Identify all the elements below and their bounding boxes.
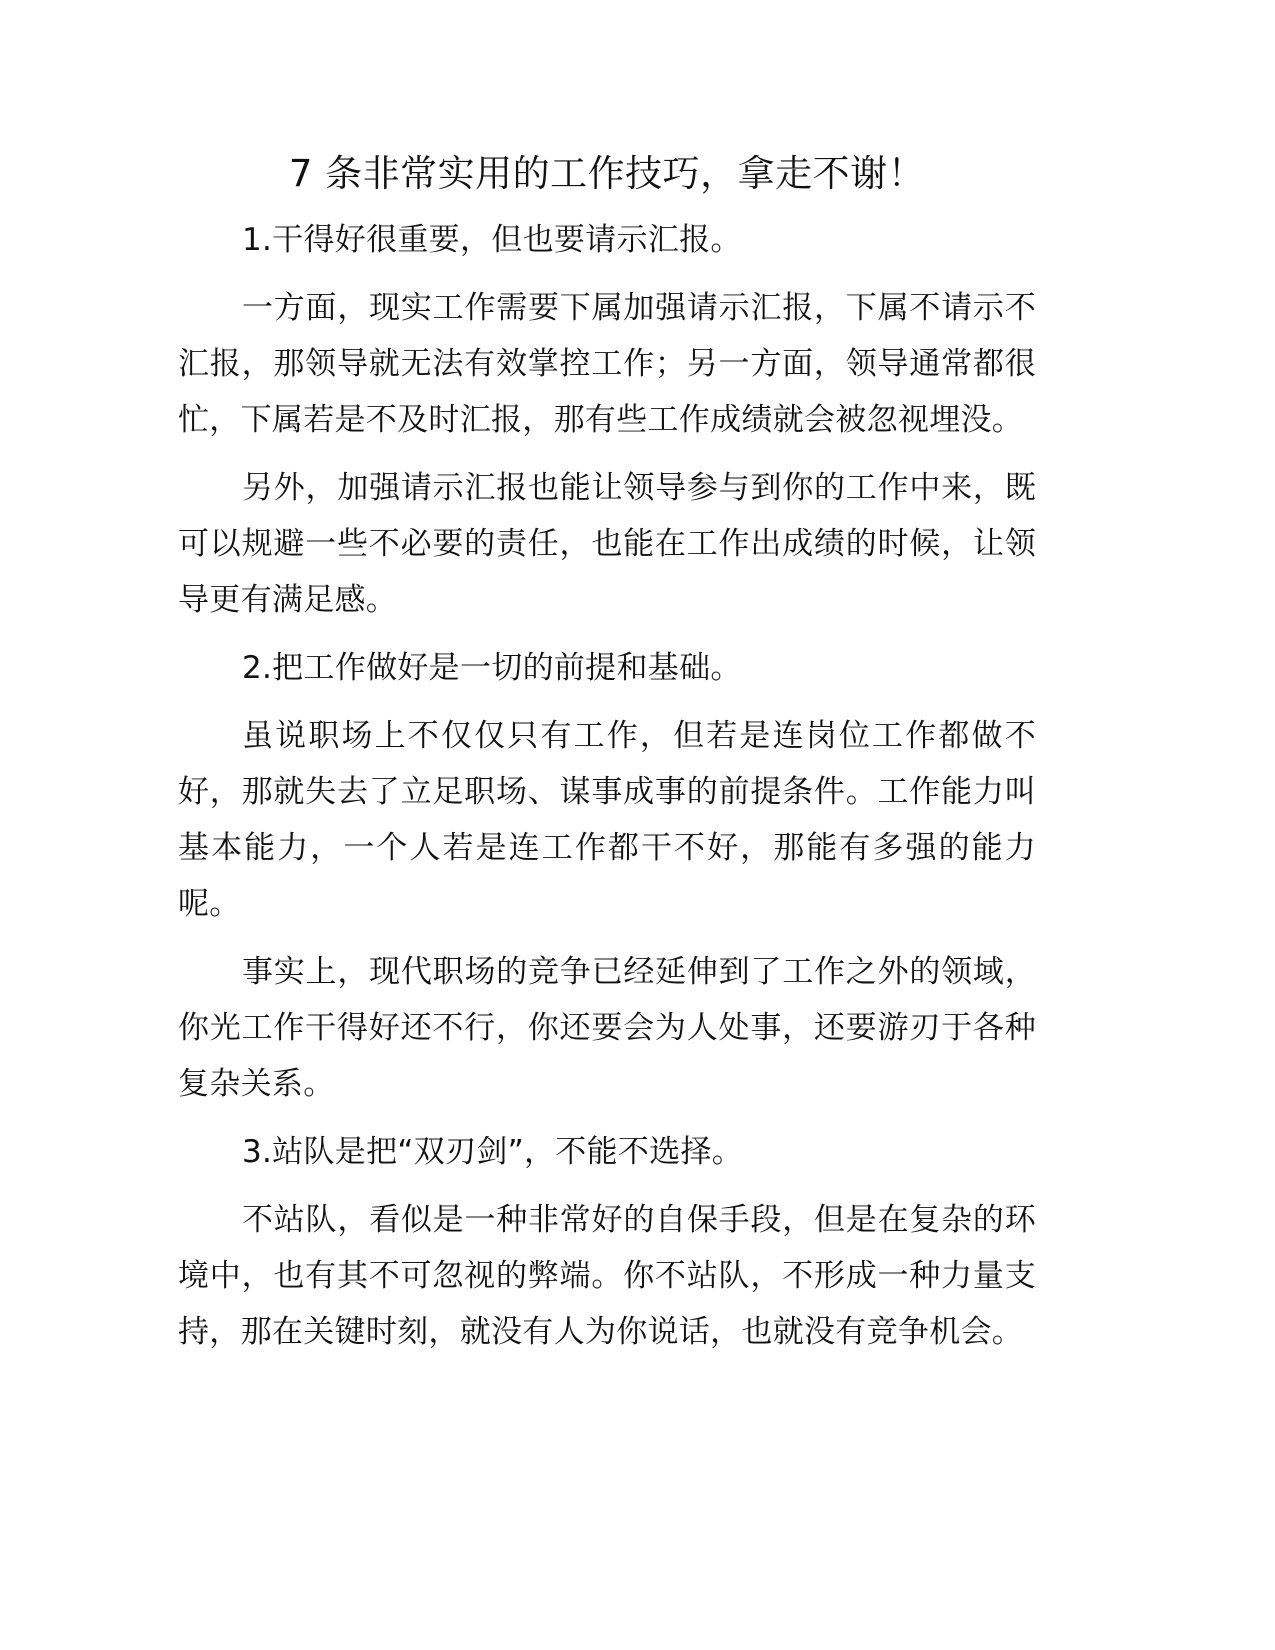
section-1-paragraph-1: 一方面，现实工作需要下属加强请示汇报，下属不请示不汇报，那领导就无法有效掌控工作；另一方面，领导通常都很忙，下属若是不及时汇报，那有些工作成绩就会被忽视埋没。 [178, 290, 1036, 438]
section-heading-1: 1.干得好很重要，但也要请示汇报。 [242, 222, 742, 258]
document-body [178, 212, 1036, 1372]
section-heading-2: 2.把工作做好是一切的前提和基础。 [242, 650, 742, 686]
section-1-paragraph-2: 另外，加强请示汇报也能让领导参与到你的工作中来，既可以规避一些不必要的责任，也能在工作出成绩的时候，让领导更有满足感。 [178, 470, 1036, 618]
section-3-paragraph-1: 不站队，看似是一种非常好的自保手段，但是在复杂的环境中，也有其不可忽视的弊端。你不站队，不形成一种力量支持，那在关键时刻，就没有人为你说话，也就没有竞争机会。 [178, 1202, 1036, 1350]
section-2-paragraph-1: 虽说职场上不仅仅只有工作，但若是连岗位工作都做不好，那就失去了立足职场、谋事成事的前提条件。工作能力叫基本能力，一个人若是连工作都干不好，那能有多强的能力呢。 [178, 718, 1036, 922]
section-2-paragraph-2: 事实上，现代职场的竞争已经延伸到了工作之外的领域，你光工作干得好还不行，你还要会为人处事，还要游刃于各种复杂关系。 [178, 954, 1036, 1102]
section-heading-3: 3.站队是把“双刃剑”，不能不选择。 [242, 1134, 744, 1170]
document-title: 7 条非常实用的工作技巧，拿走不谢！ [288, 152, 926, 195]
